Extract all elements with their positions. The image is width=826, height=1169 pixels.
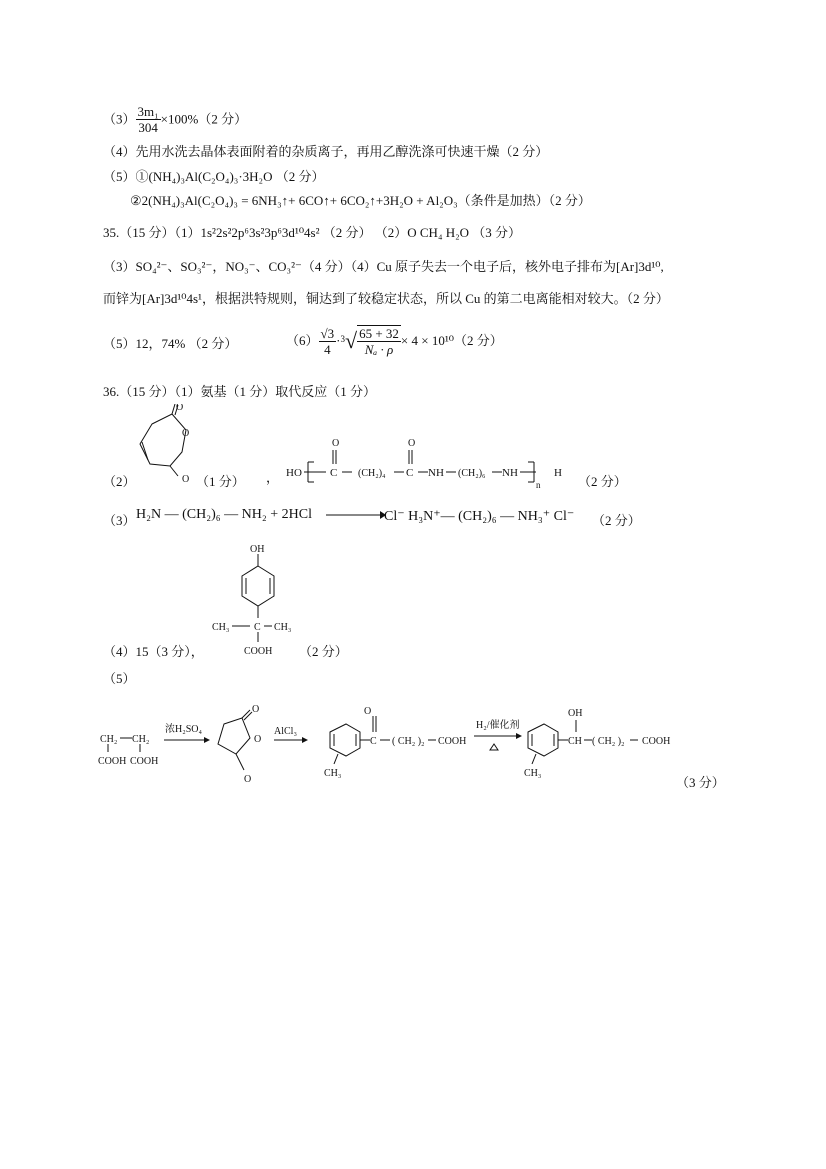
hydroxyphenyl-isobutyric-acid-structure: [208, 538, 318, 658]
svg-text:O: O: [332, 438, 340, 449]
svg-text:OH: OH: [250, 544, 265, 555]
q35-part5: （5）12，74% （2 分）: [103, 336, 238, 351]
q36-p2-score1: （1 分）: [196, 474, 245, 489]
q34-p3-numerator: 3m₁: [137, 104, 159, 119]
q36-p4-score: （2 分）: [299, 644, 348, 659]
q36-p3-label: （3）: [103, 513, 136, 528]
q34-p3-denominator: 304: [138, 120, 158, 135]
heat-triangle-icon: [490, 744, 498, 750]
q36-p4-label: （4）15（3 分），: [103, 644, 204, 659]
q34-part4: （4）先用水洗去晶体表面附着的杂质离子，再用乙醇洗涤可快速干燥（2 分）: [103, 144, 549, 159]
svg-text:OH: OH: [568, 708, 583, 719]
svg-text:C: C: [254, 622, 261, 633]
svg-text:CH₂: CH₂: [100, 734, 118, 745]
q34-p3-fraction: [136, 104, 161, 135]
q35-p6-root3-fraction: [319, 326, 337, 357]
q35-p6-label: （6）: [286, 333, 319, 348]
svg-text:H: H: [554, 467, 562, 479]
svg-text:CH₃: CH₃: [324, 768, 342, 779]
q36-line1: 36.（15 分）（1）氨基（1 分）取代反应（1 分）: [103, 384, 377, 399]
q36-p2-label: （2）: [103, 474, 136, 489]
svg-text:COOH: COOH: [130, 756, 159, 767]
svg-text:CH₃: CH₃: [212, 622, 230, 633]
svg-text:CH₂: CH₂: [132, 734, 150, 745]
reagent-3-label: H₂/催化剂: [476, 720, 520, 731]
q35-p6-sqrt3: √3: [320, 325, 335, 341]
svg-text:COOH: COOH: [98, 756, 127, 767]
svg-text:O: O: [364, 706, 372, 717]
nylon66-polymer-structure: [286, 432, 576, 494]
svg-text:COOH: COOH: [244, 646, 273, 657]
q36-p2-comma: ，: [266, 470, 280, 485]
svg-text:( CH₂ )₂: ( CH₂ )₂: [592, 736, 625, 747]
svg-text:C: C: [330, 467, 338, 479]
svg-text:n: n: [536, 480, 541, 490]
svg-text:O: O: [252, 704, 260, 715]
q35-p6-inner-den: Nₐ · ρ: [364, 342, 394, 357]
q35-p6-inner-num: 65 + 32: [359, 326, 399, 341]
cube-root-icon: 3: [340, 334, 345, 344]
q35-p6-inner-fraction: [357, 325, 401, 357]
reagent-1-label: 浓H₂SO₄: [165, 724, 202, 735]
svg-text:O: O: [408, 438, 416, 449]
anhydride-ring-structure: [128, 404, 198, 484]
svg-text:CH: CH: [568, 736, 582, 747]
reaction-arrow-icon: [326, 510, 386, 520]
q36-p3-score: （2 分）: [592, 513, 641, 528]
q36-p5-score: （3 分）: [676, 775, 725, 790]
svg-text:HO: HO: [286, 467, 302, 479]
svg-text:(CH₂)₆: (CH₂)₆: [458, 468, 486, 479]
q35-line3: 而锌为[Ar]3d¹⁰4s¹，根据洪特规则，铜达到了较稳定状态，所以 Cu 的第二电离能相对较大。（2 分）: [103, 291, 669, 306]
svg-text:O: O: [244, 774, 252, 785]
q34-p3-tail: ×100%（2 分）: [160, 111, 248, 127]
radical-sign-icon: √: [345, 328, 358, 353]
q34-part3: [103, 104, 247, 135]
svg-text:C: C: [406, 467, 414, 479]
q35-p6-four: 4: [324, 341, 331, 357]
q35-line1: 35.（15 分）（1）1s²2s²2p⁶3s²3p⁶3d¹⁰4s² （2 分） （2）O CH₄ H₂O （3 分）: [103, 225, 522, 240]
svg-text:NH: NH: [428, 467, 444, 479]
q36-p5-label: （5）: [103, 671, 136, 686]
svg-text:O: O: [182, 428, 190, 439]
svg-text:(CH₂)₄: (CH₂)₄: [358, 468, 386, 479]
svg-text:COOH: COOH: [438, 736, 467, 747]
q34-part5a: （5）①(NH₄)₃Al(C₂O₄)₃·3H₂O （2 分）: [103, 169, 325, 184]
svg-text:COOH: COOH: [642, 736, 671, 747]
q35-line2: （3）SO₄²⁻、SO₃²⁻，NO₃⁻、CO₃²⁻（4 分）（4）Cu 原子失去一个电子后，核外电子排布为[Ar]3d¹⁰,: [103, 259, 664, 274]
svg-text:CH₃: CH₃: [274, 622, 292, 633]
q36-p3-lhs: H₂N — (CH₂)₆ — NH₂ + 2HCl: [136, 507, 312, 522]
synthesis-route-diagram: [98, 702, 698, 786]
reagent-2-label: AlCl₃: [274, 726, 297, 737]
svg-text:O: O: [182, 474, 190, 484]
q34-part5b: ②2(NH₄)₃Al(C₂O₄)₃ = 6NH₃↑+ 6CO↑+ 6CO₂↑+3H₂O + Al₂O₃（条件是加热）（2 分）: [130, 193, 591, 208]
svg-text:C: C: [370, 736, 377, 747]
q36-p2-score2: （2 分）: [578, 474, 627, 489]
q36-p3-rhs: Cl⁻ H₃N⁺— (CH₂)₆ — NH₃⁺ Cl⁻: [384, 509, 575, 524]
svg-text:O: O: [176, 404, 184, 413]
svg-text:( CH₂ )₂: ( CH₂ )₂: [392, 736, 425, 747]
q35-p6-tail: × 4 × 10¹⁰（2 分）: [400, 333, 503, 348]
q34-p3-label: （3）: [103, 111, 136, 127]
q35-part6: （6） $\frac{√3}{4}$ ·3√ $\frac{65 + 32}{\text{Nₐ · ρ}}$ × 4 × 10¹⁰（2 分）: [286, 325, 503, 357]
svg-text:O: O: [254, 734, 262, 745]
svg-text:NH: NH: [502, 467, 518, 479]
svg-text:CH₃: CH₃: [524, 768, 542, 779]
